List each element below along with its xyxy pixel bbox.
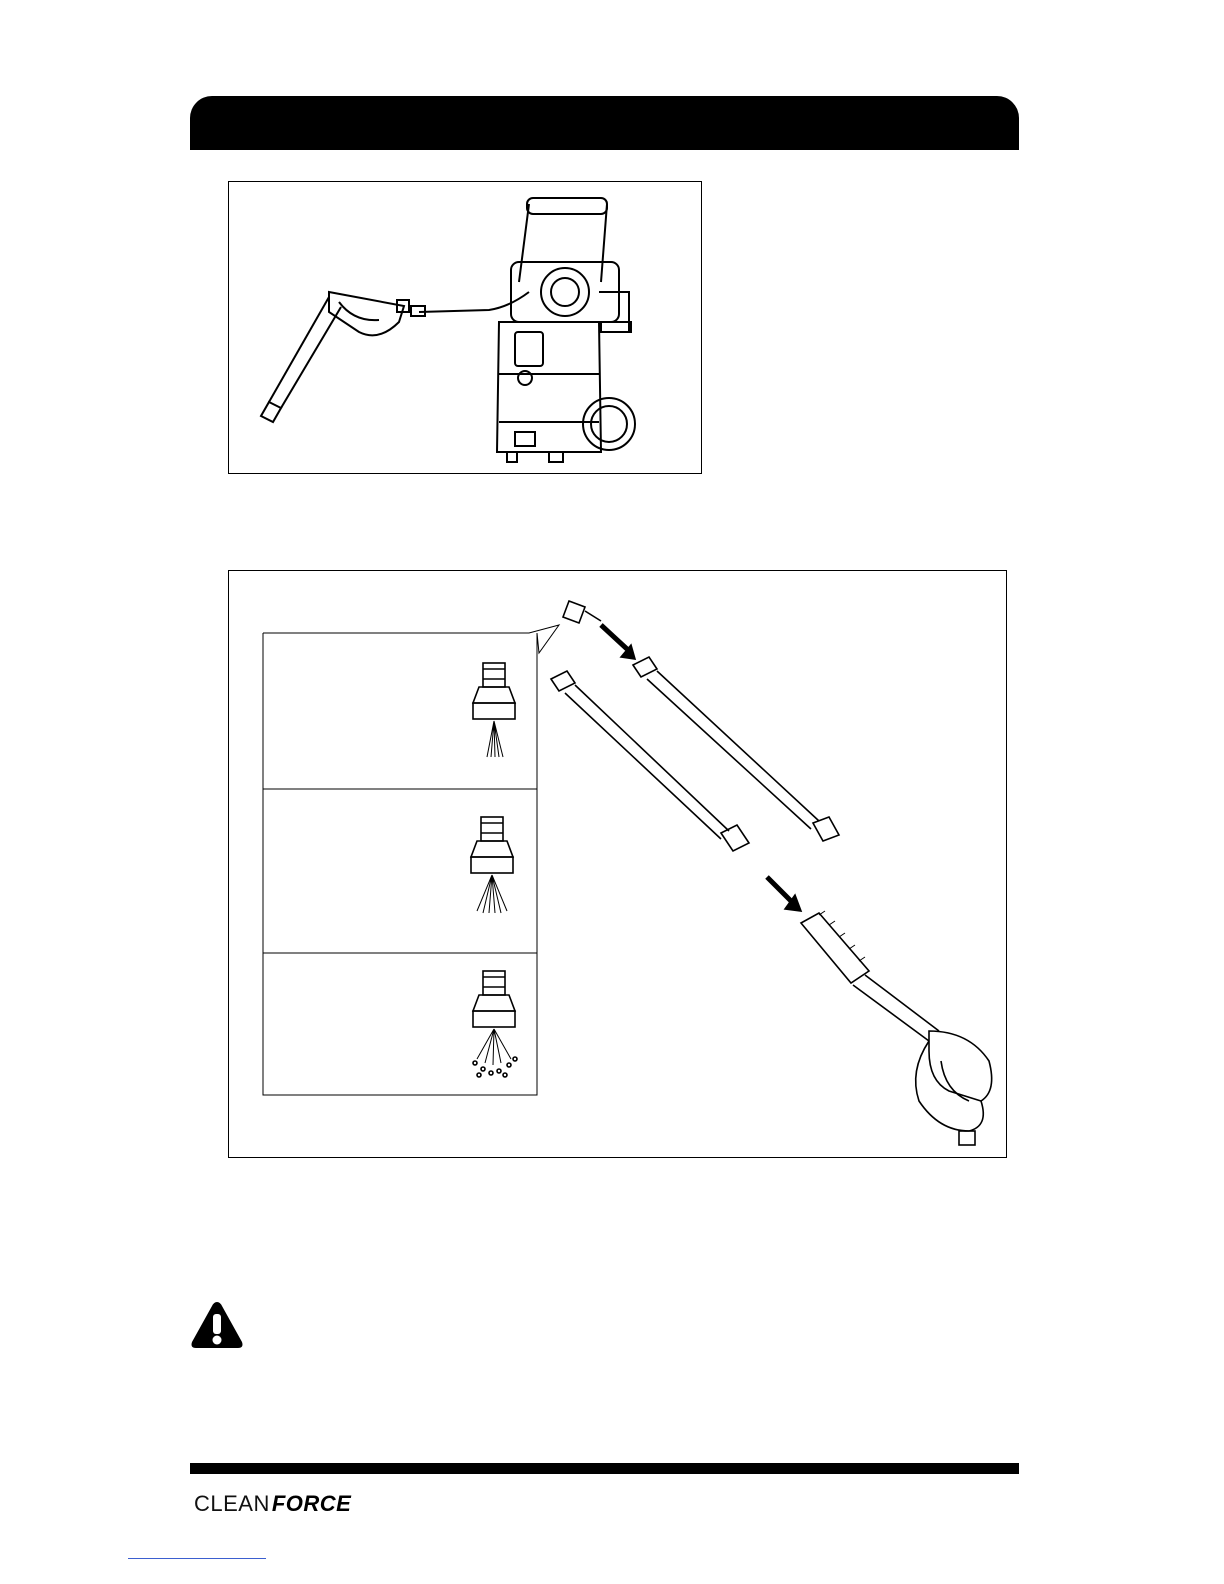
- assembly-figure: [228, 181, 702, 474]
- footer-rule: [190, 1463, 1019, 1474]
- brand-logo-bold: FORCE: [271, 1491, 352, 1516]
- header-rule: [190, 148, 1019, 150]
- trigger-gun-icon: [801, 911, 992, 1145]
- link-underline[interactable]: [128, 1558, 266, 1559]
- pressure-washer-icon: [229, 182, 703, 475]
- brand-logo: [194, 1491, 351, 1517]
- spray-nozzle-narrow-icon: [473, 663, 515, 757]
- brand-logo-light: CLEAN: [194, 1491, 270, 1516]
- nozzle-figure: [228, 570, 1007, 1158]
- section-header-bar: [190, 96, 1019, 148]
- spray-nozzle-wide-icon: [471, 817, 513, 913]
- warning-triangle-icon: [190, 1300, 244, 1350]
- nozzle-diagram: [229, 571, 1008, 1159]
- spray-nozzle-soap-icon: [473, 971, 517, 1077]
